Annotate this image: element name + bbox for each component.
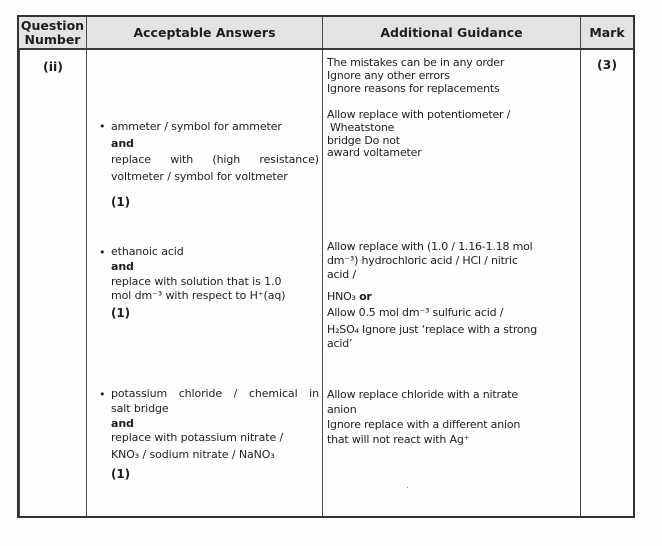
guidance-line: bridge Do not: [327, 133, 400, 147]
guidance-para-general: [327, 57, 579, 95]
guidance-line: that will not react with Ag⁺: [327, 433, 470, 446]
stray-dot: .: [406, 480, 410, 491]
cell-acceptable-answers: [86, 50, 322, 516]
question-number: (ii): [43, 59, 63, 74]
guidance-line: acid’: [327, 337, 353, 350]
answer-line: replace with potassium nitrate /: [111, 431, 284, 445]
bullet-marker: •: [99, 246, 106, 259]
answer-line: ethanoic acid: [111, 245, 184, 258]
header-additional-guidance: [322, 17, 580, 50]
cell-question-number: [19, 50, 86, 516]
guidance-line: Allow 0.5 mol dm⁻³ sulfuric acid /: [327, 306, 504, 319]
guidance-line: H₂SO₄ Ignore just ‘replace with a strong: [327, 323, 537, 336]
answer-line: salt bridge: [111, 401, 169, 415]
hno3-text: HNO₃: [327, 290, 360, 303]
guidance-line: Allow replace chloride with a nitrate: [327, 388, 518, 401]
bullet-marker: •: [99, 120, 106, 133]
header-acceptable-answers: [86, 17, 322, 50]
answer-line: voltmeter / symbol for voltmeter: [111, 169, 288, 183]
guidance-para-nitrate: [327, 387, 579, 447]
cell-additional-guidance: [322, 50, 580, 516]
guidance-line: acid /: [327, 268, 356, 281]
guidance-line: Ignore reasons for replacements: [327, 81, 500, 95]
answer-line: replace with solution that is 1.0: [111, 274, 282, 288]
guidance-line: The mistakes can be in any order: [327, 56, 505, 69]
mark-value: (3): [596, 57, 618, 72]
header-additional-guidance-label: Additional Guidance: [380, 24, 523, 40]
guidance-line: [327, 290, 579, 304]
guidance-line: award voltameter: [327, 146, 422, 160]
bullet-marker: •: [99, 388, 106, 401]
and-label: and: [111, 136, 134, 150]
guidance-line: Allow replace with potentiometer /: [327, 108, 511, 121]
header-question-number: [19, 17, 86, 50]
and-label: and: [111, 416, 134, 430]
header-acceptable-answers-label: Acceptable Answers: [133, 24, 276, 40]
and-label: and: [111, 259, 134, 273]
guidance-line: Allow replace with (1.0 / 1.16-1.18 mol: [327, 240, 533, 253]
header-question-number-line2: Number: [24, 31, 81, 47]
guidance-line: Ignore any other errors: [327, 68, 450, 82]
or-label: or: [359, 290, 372, 303]
answer-item-potassium-chloride: [99, 387, 319, 482]
guidance-para-acids: [327, 240, 579, 351]
mark-point-label: (1): [111, 306, 131, 321]
answer-line: replace with (high resistance): [111, 153, 319, 166]
mark-point-label: (1): [111, 195, 131, 209]
header-mark: [580, 17, 633, 50]
guidance-para-potentiometer: [327, 109, 579, 160]
header-mark-label: Mark: [589, 24, 625, 40]
answer-line: KNO₃ / sodium nitrate / NaNO₃: [111, 448, 275, 462]
guidance-line: Ignore replace with a different anion: [327, 418, 521, 431]
answer-line: mol dm⁻³ with respect to H⁺(aq): [111, 289, 286, 303]
answer-line: ammeter / symbol for ammeter: [111, 120, 282, 133]
answer-item-ethanoic-acid: [99, 245, 315, 321]
header-question-number-line1: Question: [20, 17, 85, 33]
answer-item-ammeter: [99, 119, 319, 211]
cell-mark: [580, 50, 633, 516]
guidance-line: dm⁻³) hydrochloric acid / HCl / nitric: [327, 254, 518, 267]
guidance-line: Wheatstone: [330, 120, 395, 134]
answer-line: potassium chloride / chemical in: [111, 387, 319, 400]
guidance-line: anion: [327, 403, 357, 416]
mark-scheme-table: [17, 15, 635, 518]
mark-point-label: (1): [111, 466, 131, 481]
